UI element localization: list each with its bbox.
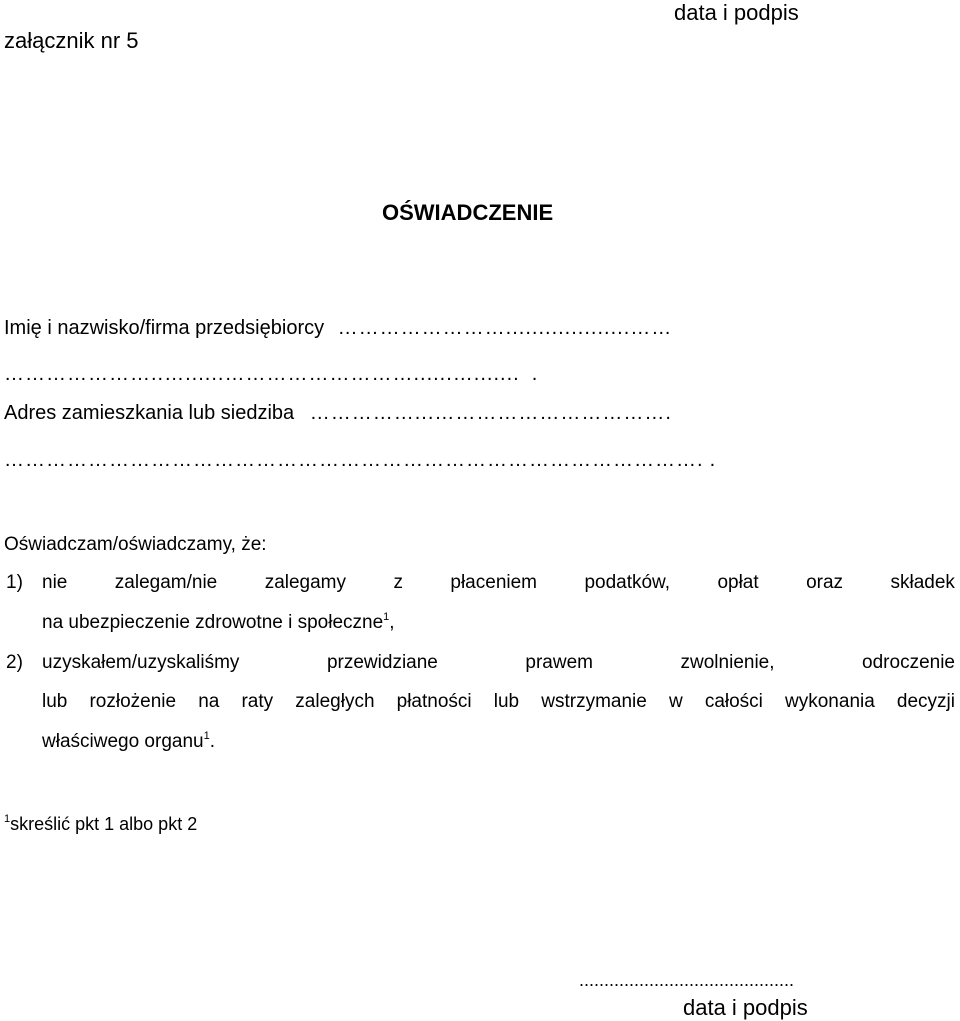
statement-word: wykonania <box>785 691 875 712</box>
statement-word: zalegam/nie <box>114 572 218 593</box>
item1-line1 <box>42 573 955 592</box>
footnote-text: skreślić pkt 1 albo pkt 2 <box>10 814 198 834</box>
item1-line2: na ubezpieczenie zdrowotne i społeczne$^1$, <box>42 611 395 633</box>
item2-line1 <box>42 653 955 672</box>
name-label: Imię i nazwisko/firma przedsiębiorcy <box>4 317 325 339</box>
statement-word: raty <box>241 691 274 712</box>
item2-line2 <box>42 692 955 711</box>
statement-word: lub <box>42 691 68 712</box>
statement-word: płatności <box>396 691 472 712</box>
statement-word: lub <box>493 691 520 712</box>
name-dots-line1: ……………………...................…… <box>337 317 673 339</box>
address-label: Adres zamieszkania lub siedziba <box>4 402 295 424</box>
address-field[interactable] <box>4 403 672 423</box>
statement-word: prawem <box>525 652 593 673</box>
statement-word: rozłożenie <box>89 691 177 712</box>
footnote-ref: 1 <box>383 611 390 623</box>
statement-intro: Oświadczam/oświadczamy, że: <box>4 534 267 555</box>
statement-word: z <box>393 572 403 593</box>
statement-word: całości <box>704 691 763 712</box>
statement-word: uzyskałem/uzyskaliśmy <box>42 652 240 673</box>
statement-word: podatków, <box>584 572 671 593</box>
bottom-signature-label: data i podpis <box>683 995 808 1020</box>
attachment-label: załącznik nr 5 <box>4 28 139 53</box>
footnote-ref: 1 <box>203 730 210 742</box>
statement-word: oraz <box>806 572 844 593</box>
name-field[interactable] <box>4 318 672 338</box>
statement-word: opłat <box>717 572 759 593</box>
name-dots-line2[interactable]: …………………..…......………………………......…....... . <box>4 363 539 385</box>
statement-word: decyzji <box>896 691 955 712</box>
signature-dots[interactable]: ........................................... <box>579 970 795 990</box>
statement-word: zwolnienie, <box>680 652 775 673</box>
item2-number: 2) <box>6 652 23 673</box>
statement-word: płaceniem <box>450 572 537 593</box>
statement-word: zalegamy <box>264 572 347 593</box>
footnote <box>4 815 197 833</box>
address-dots-line1: ……………...……………………………. <box>309 402 672 424</box>
statement-word: przewidziane <box>326 652 438 673</box>
statement-word: wstrzymanie <box>541 691 647 712</box>
statement-word: składek <box>890 572 955 593</box>
statement-word: w <box>668 691 683 712</box>
statement-word: odroczenie <box>862 652 955 673</box>
item1-number: 1) <box>6 572 23 593</box>
footnote-marker: 1 <box>4 813 11 825</box>
address-dots-line2[interactable]: ………………………………………………………………………………………. . <box>4 449 717 471</box>
statement-word: na <box>198 691 220 712</box>
statement-word: nie <box>42 572 68 593</box>
item2-line3: właściwego organu$^1$. <box>42 730 215 752</box>
statement-word: zaległych <box>295 691 375 712</box>
document-title: OŚWIADCZENIE <box>382 200 554 225</box>
top-signature-label: data i podpis <box>674 0 799 25</box>
